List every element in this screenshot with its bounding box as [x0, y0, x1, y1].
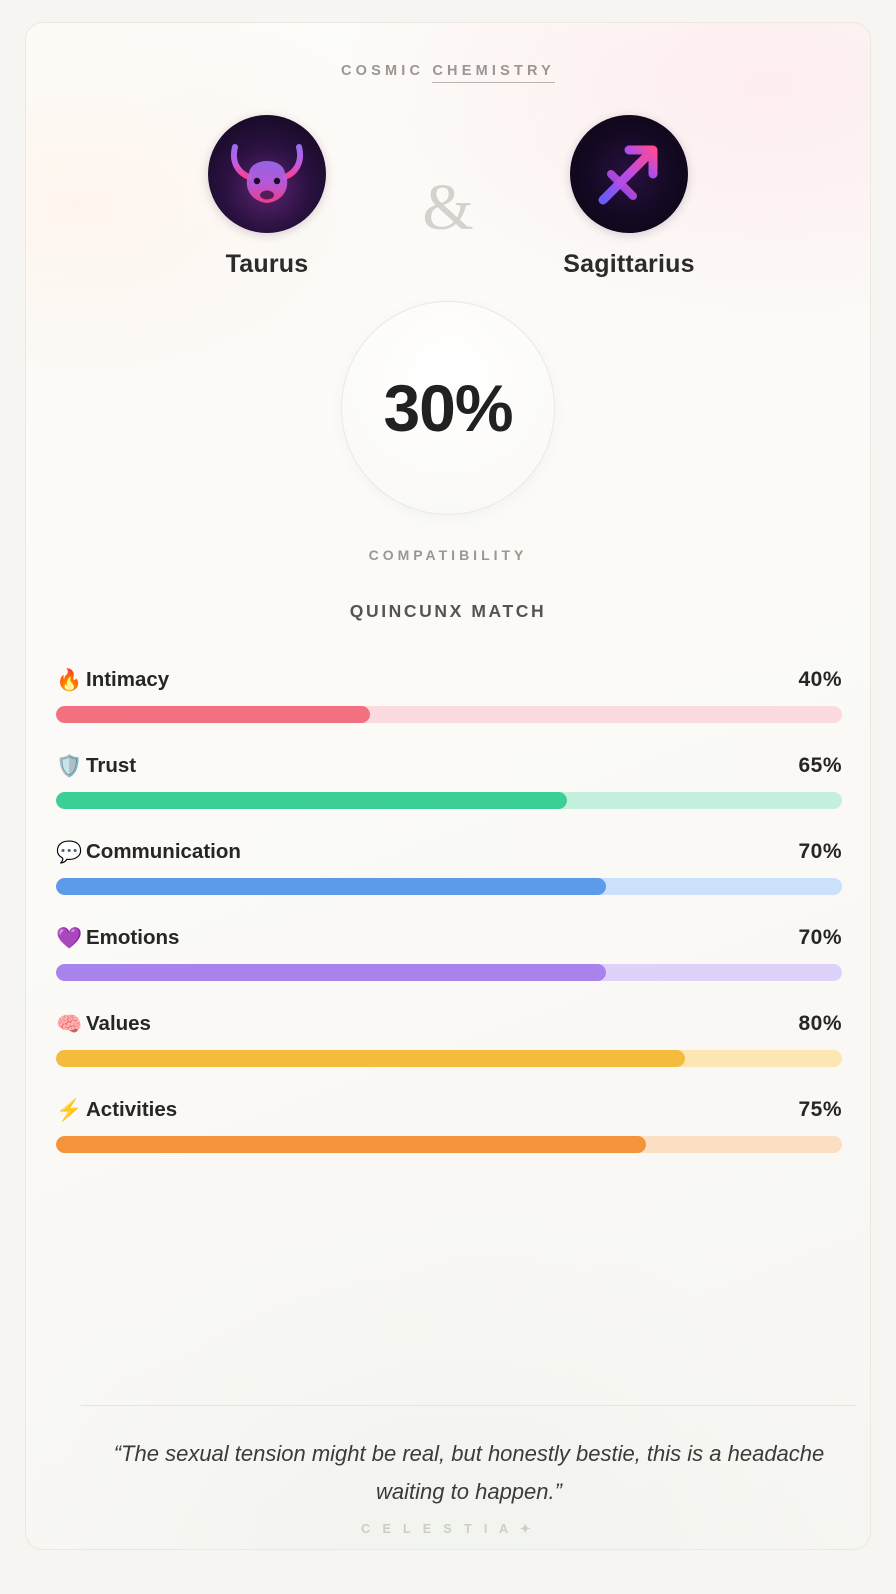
- metric-bar-fill: [56, 878, 606, 895]
- score-section: [26, 301, 870, 622]
- signs-row: [26, 115, 870, 279]
- compatibility-score-circle: [341, 301, 555, 515]
- metric-label: Trust: [86, 754, 137, 777]
- metric-value: 65%: [798, 754, 842, 777]
- metric-row: [56, 921, 842, 981]
- metric-bar-fill: [56, 792, 567, 809]
- verdict-quote: “The sexual tension might be real, but honestly bestie, this is a headache waiting to happen.”: [113, 1441, 825, 1504]
- metric-header: [56, 1093, 842, 1127]
- brain-icon: 🧠: [56, 1012, 83, 1036]
- metric-header: [56, 663, 842, 697]
- metric-value: 70%: [798, 840, 842, 863]
- metric-row: [56, 1093, 842, 1153]
- metric-label: Intimacy: [86, 668, 170, 691]
- metric-bar-track: [56, 964, 842, 981]
- metric-label: Communication: [86, 840, 241, 863]
- sign-right-name: Sagittarius: [563, 250, 695, 278]
- metric-bar-track: [56, 1050, 842, 1067]
- compatibility-card: [25, 22, 871, 1550]
- sign-left[interactable]: [132, 115, 402, 279]
- brand-wordmark: C E L E S T I A ✦: [361, 1522, 535, 1536]
- speech-bubble-icon: 💬: [56, 840, 83, 864]
- metric-bar-fill: [56, 1136, 646, 1153]
- metric-header: [56, 749, 842, 783]
- compatibility-score-value: 30%: [383, 371, 513, 445]
- footer-divider: [81, 1405, 857, 1406]
- archer-arrow-icon: [570, 115, 688, 233]
- metric-value: 75%: [798, 1098, 842, 1121]
- metric-label: Values: [86, 1012, 151, 1035]
- metric-bar-fill: [56, 706, 370, 723]
- signs-separator: &: [422, 171, 474, 244]
- match-type-label: QUINCUNX MATCH: [349, 601, 547, 621]
- metric-header: [56, 835, 842, 869]
- sign-left-name: Taurus: [225, 250, 309, 278]
- metric-row: [56, 835, 842, 895]
- lightning-bolt-icon: ⚡: [56, 1098, 83, 1122]
- bull-icon: [208, 115, 326, 233]
- sign-right[interactable]: [494, 115, 764, 279]
- metric-header: [56, 1007, 842, 1041]
- fire-icon: 🔥: [56, 668, 83, 692]
- metric-header: [56, 921, 842, 955]
- shield-icon: 🛡️: [56, 754, 83, 778]
- purple-heart-icon: 💜: [56, 926, 83, 950]
- metric-bar-fill: [56, 1050, 685, 1067]
- metric-value: 40%: [798, 668, 842, 691]
- eyebrow-part-two: CHEMISTRY: [432, 63, 555, 83]
- sagittarius-avatar: [570, 115, 688, 233]
- compatibility-score-caption: COMPATIBILITY: [368, 547, 528, 563]
- metric-row: [56, 1007, 842, 1067]
- metric-bar-track: [56, 878, 842, 895]
- metric-bar-track: [56, 792, 842, 809]
- metric-row: [56, 749, 842, 809]
- metric-value: 80%: [798, 1012, 842, 1035]
- metric-label: Emotions: [86, 926, 180, 949]
- eyebrow-part-one: COSMIC: [340, 63, 433, 79]
- metric-bar-track: [56, 706, 842, 723]
- taurus-avatar: [208, 115, 326, 233]
- metric-value: 70%: [798, 926, 842, 949]
- metric-bar-fill: [56, 964, 606, 981]
- metric-row: [56, 663, 842, 723]
- metrics-list: [56, 663, 842, 1179]
- eyebrow-title: [26, 63, 870, 79]
- metric-bar-track: [56, 1136, 842, 1153]
- metric-label: Activities: [86, 1098, 178, 1121]
